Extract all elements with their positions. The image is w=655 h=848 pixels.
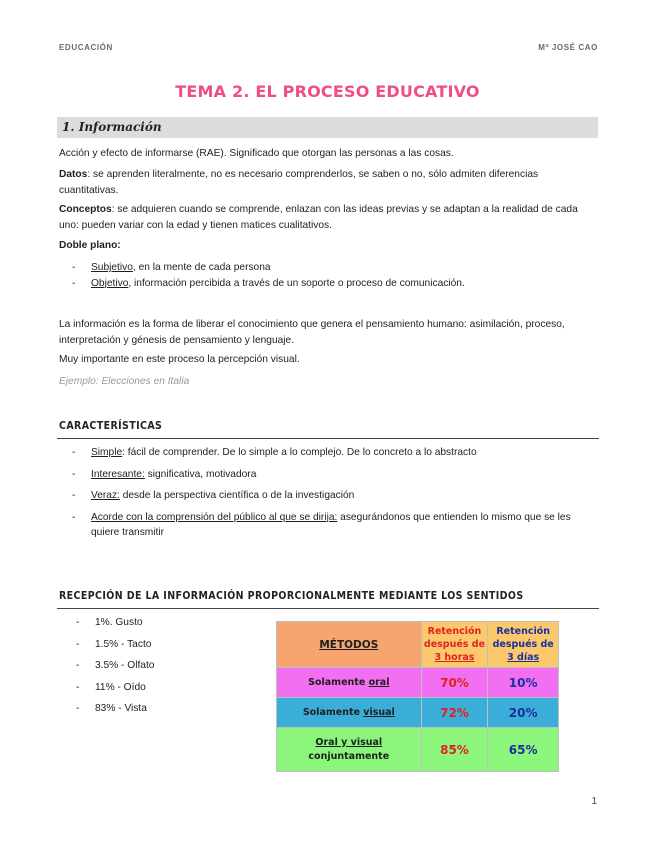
value-3h: 70% [421, 668, 488, 698]
header-left: EDUCACIÓN [59, 43, 113, 52]
retention-3h-header [421, 622, 488, 668]
retention-3d-header [488, 622, 559, 668]
metodo-term: Oral y visual [315, 736, 383, 748]
recepcion-heading: RECEPCIÓN DE LA INFORMACIÓN PROPORCIONALMENTE MEDIANTE LOS SENTIDOS [59, 590, 524, 602]
list-item [72, 445, 592, 460]
divider [57, 608, 599, 609]
metodo-cell [277, 698, 422, 728]
page-number: 1 [591, 796, 597, 807]
header-line: Retención [427, 626, 482, 637]
paragraph-definition: Acción y efecto de informarse (RAE). Significado que otorgan las personas a las cosas. [59, 148, 454, 159]
metodo-cell [277, 728, 422, 772]
plano-text: , información percibida a través de un soporte o proceso de comunicación. [128, 277, 465, 289]
header-right: Mª JOSÉ CAO [538, 43, 598, 52]
list-item: - 11% - Oído [76, 681, 154, 695]
paragraph-conceptos [59, 202, 599, 233]
paragraph-informacion: La información es la forma de liberar el conocimiento que genera el pensamiento humano: asimilación, proceso, interpretación y génesis de pensamiento y lenguaje. [59, 319, 565, 346]
caracteristica-term: Acorde con la comprensión del público al que se dirija: [91, 511, 338, 523]
header-line: Retención [496, 626, 551, 637]
header-line: después de [492, 639, 554, 650]
page-title: TEMA 2. EL PROCESO EDUCATIVO [175, 82, 480, 101]
table-header-row [277, 622, 559, 668]
plano-term: Objetivo [91, 277, 129, 289]
caracteristicas-heading: CARACTERÍSTICAS [59, 420, 163, 432]
example-text: Ejemplo: Elecciones en Italia [59, 376, 190, 387]
list-item: - 1%. Gusto [76, 616, 154, 630]
metodo-pre: Solamente [308, 677, 369, 688]
header-line: después de [423, 639, 486, 650]
plano-list [72, 260, 465, 291]
caracteristicas-list [72, 445, 592, 540]
plano-term: Subjetivo [91, 262, 133, 273]
metodo-term: visual [363, 707, 395, 718]
list-item: - 3.5% - Olfato [76, 659, 154, 673]
caracteristica-text: asegurándonos que entienden lo mismo que se les quiere transmitir [91, 511, 571, 538]
value-3d: 20% [488, 698, 559, 728]
caracteristica-text: desde la perspectiva científica o de la investigación [119, 490, 355, 501]
datos-label: Datos [59, 169, 88, 180]
caracteristica-text: : fácil de comprender. De lo simple a lo complejo. De lo concreto a lo abstracto [122, 447, 477, 458]
header-line: 3 días [507, 652, 540, 663]
plano-text: , en la mente de cada persona [132, 262, 271, 273]
conceptos-text: : se adquieren cuando se comprende, enlazan con las ideas previas y se adaptan a la realidad de cada uno: pueden variar con la edad y tienen matices cualitativos. [59, 204, 578, 231]
table-row [277, 668, 559, 698]
metodo-cell [277, 668, 422, 698]
metodo-term: oral [368, 677, 390, 688]
divider [57, 438, 599, 439]
list-item [72, 488, 592, 503]
caracteristica-term: Interesante: [91, 468, 145, 480]
table-row [277, 728, 559, 772]
caracteristica-term: Simple [91, 447, 123, 458]
doble-plano-label: Doble plano: [59, 240, 121, 251]
list-item: - 1.5% - Tacto [76, 638, 154, 652]
list-item [72, 260, 465, 276]
paragraph-datos [59, 167, 599, 198]
retention-table [276, 621, 559, 772]
header-line: 3 horas [434, 652, 475, 663]
list-item [72, 276, 465, 292]
value-3d: 10% [488, 668, 559, 698]
section-heading: 1. Información [62, 120, 162, 134]
caracteristica-term: Veraz: [91, 490, 120, 501]
table-row [277, 698, 559, 728]
list-item: - 83% - Vista [76, 702, 154, 716]
value-3h: 72% [421, 698, 488, 728]
value-3h: 85% [421, 728, 488, 772]
list-item [72, 510, 592, 540]
metodo-post: conjuntamente [308, 750, 390, 762]
metodos-header-cell [277, 622, 422, 668]
metodos-header: MÉTODOS [319, 638, 379, 651]
metodo-pre: Solamente [302, 707, 364, 718]
list-item [72, 467, 592, 482]
caracteristica-text: significativa, motivadora [144, 468, 257, 480]
section-heading-bar [57, 117, 598, 138]
value-3d: 65% [488, 728, 559, 772]
conceptos-label: Conceptos [59, 204, 112, 215]
datos-text: : se aprenden literalmente, no es necesario comprenderlos, se saben o no, sólo admiten diferencias cuantitativas. [59, 169, 539, 196]
sentidos-list [76, 616, 154, 716]
paragraph-percepcion: Muy importante en este proceso la percepción visual. [59, 354, 300, 365]
